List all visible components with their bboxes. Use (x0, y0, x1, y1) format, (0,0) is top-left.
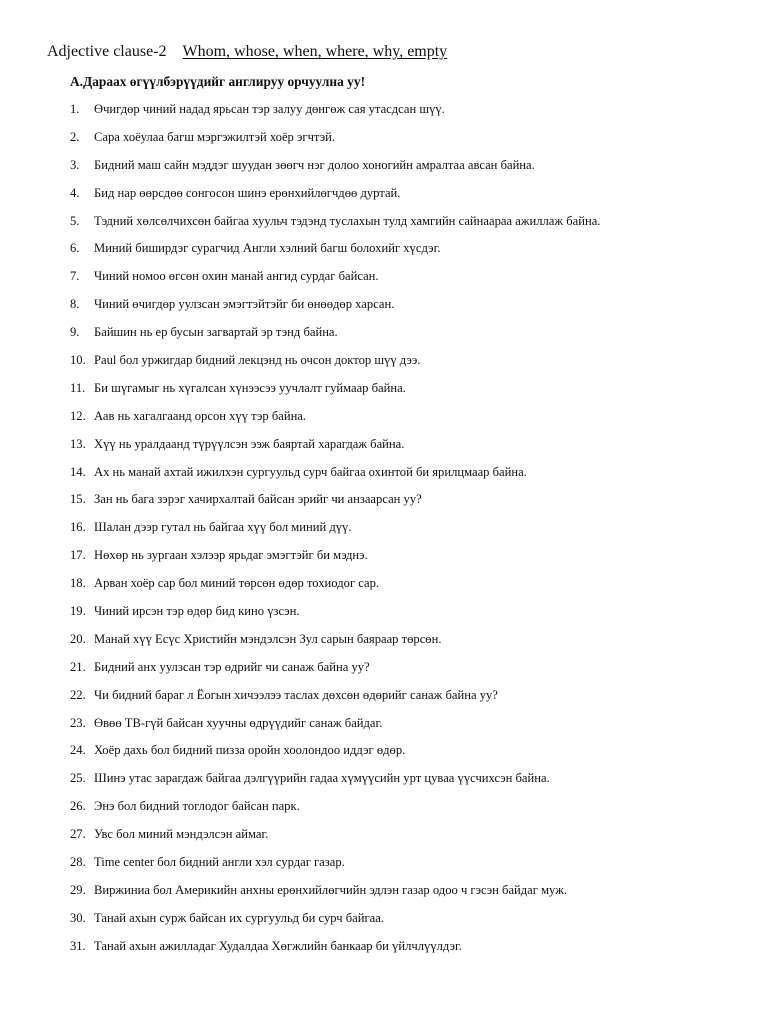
item-number: 10. (70, 353, 86, 368)
item-sentence: Өчигдөр чиний надад ярьсан тэр залуу дөнгөж сая утасдсан шүү. (94, 102, 445, 116)
list-item (0, 827, 768, 855)
list-item (0, 409, 768, 437)
document-title: Adjective clause-2 (47, 43, 167, 60)
item-number: 5. (70, 213, 80, 228)
item-sentence: Танай ахын сурж байсан их сургуульд би сурч байгаа. (94, 910, 384, 925)
list-item (0, 353, 768, 381)
item-number: 17. (70, 548, 86, 563)
item-number: 25. (70, 771, 86, 786)
item-number: 8. (70, 297, 80, 312)
item-number: 22. (70, 687, 86, 702)
list-item (0, 799, 768, 827)
list-item (0, 632, 768, 660)
item-sentence: Ах нь манай ахтай ижилхэн сургуульд сурч байгаа охинтой би ярилцмаар байна. (94, 464, 527, 479)
item-number: 31. (70, 938, 86, 953)
item-sentence: Би шүгамыг нь хүгалсан хүнээсээ уучлалт гуймаар байна. (94, 380, 406, 395)
item-number: 7. (70, 269, 80, 284)
list-item (0, 883, 768, 911)
item-number: 16. (70, 520, 86, 535)
item-number: 4. (70, 185, 80, 200)
item-sentence: Танай ахын ажилладаг Худалдаа Хөгжлийн банкаар би үйлчлүүлдэг. (94, 938, 462, 953)
item-number: 18. (70, 576, 86, 591)
list-item (0, 716, 768, 744)
item-sentence: Чиний ирсэн тэр өдөр бид кино үзсэн. (94, 604, 300, 619)
item-sentence: Виржиниа бол Америкийн анхны ерөнхийлөгчийн эдлэн газар одоо ч гэсэн байдаг муж. (94, 882, 568, 897)
list-item (0, 186, 768, 214)
item-sentence: Аав нь хагалгаанд орсон хүү тэр байна. (94, 408, 307, 423)
list-item (0, 102, 768, 130)
item-sentence: Манай хүү Есүс Христийн мэндэлсэн Зул сарын баяраар төрсөн. (94, 631, 442, 646)
item-number: 19. (70, 604, 86, 619)
item-number: 21. (70, 659, 86, 674)
list-item (0, 325, 768, 353)
list-item (0, 130, 768, 158)
item-sentence: Увс бол миний мэндэлсэн аймаг. (94, 827, 269, 842)
item-sentence: Өвөө ТВ-гүй байсан хуучны өдрүүдийг санаж байдаг. (94, 715, 383, 730)
item-sentence: Чи бидний бараг л Ёогын хичээлээ таслах дөхсөн өдөрийг санаж байна уу? (94, 687, 498, 702)
list-item (0, 158, 768, 186)
item-sentence: Сара хоёулаа багш мэргэжилтэй хоёр эгчтэй. (94, 129, 336, 144)
item-sentence: Шалан дээр гутал нь байгаа хүү бол миний дүү. (94, 520, 352, 535)
item-number: 28. (70, 855, 86, 870)
item-number: 29. (70, 882, 86, 897)
item-number: 3. (70, 157, 80, 172)
item-sentence: Хүү нь уралдаанд түрүүлсэн ээж баяртай харагдаж байна. (94, 436, 405, 451)
item-number: 30. (70, 910, 86, 925)
list-item (0, 269, 768, 297)
list-item (0, 437, 768, 465)
item-sentence: Чиний номоо өгсөн охин манай ангид сурдаг байсан. (94, 269, 379, 284)
item-sentence: Бид нар өөрсдөө сонгосон шинэ ерөнхийлөгчдөө дуртай. (94, 185, 401, 200)
list-item (0, 576, 768, 604)
sentence-list (0, 102, 768, 967)
item-number: 6. (70, 241, 80, 256)
item-number: 24. (70, 743, 86, 758)
document-header (47, 43, 447, 61)
item-sentence: Бидний анх уулзсан тэр өдрийг чи санаж байна уу? (94, 659, 370, 674)
item-sentence: Бидний маш сайн мэддэг шуудан зөөгч нэг долоо хоногийн амралтаа авсан байна. (94, 157, 535, 172)
list-item (0, 520, 768, 548)
item-number: 2. (70, 129, 80, 144)
list-item (0, 465, 768, 493)
list-item (0, 548, 768, 576)
item-number: 14. (70, 464, 86, 479)
list-item (0, 214, 768, 242)
item-number: 12. (70, 408, 86, 423)
item-sentence: Тэдний хөлсөлчихсөн байгаа хуульч тэдэнд туслахын тулд хамгийн сайнаараа ажиллаж байна. (94, 213, 601, 228)
list-item (0, 911, 768, 939)
item-number: 9. (70, 325, 80, 340)
item-sentence: Чиний өчигдөр уулзсан эмэгтэйтэйг би өнөөдөр харсан. (94, 297, 395, 312)
list-item (0, 660, 768, 688)
item-sentence: Арван хоёр сар бол миний төрсөн өдөр тохиодог сар. (94, 576, 380, 591)
item-number: 15. (70, 492, 86, 507)
item-number: 23. (70, 715, 86, 730)
item-number: 11. (70, 380, 86, 395)
item-number: 27. (70, 827, 86, 842)
item-number: 13. (70, 436, 86, 451)
list-item (0, 241, 768, 269)
item-sentence: Хоёр дахь бол бидний пизза оройн хоолондоо иддэг өдөр. (94, 743, 406, 758)
item-sentence: Paul бол уржигдар бидний лекцэнд нь очсон доктор шүү дээ. (94, 353, 421, 368)
item-sentence: Time center бол бидний англи хэл сурдаг газар. (94, 855, 345, 870)
item-sentence: Энэ бол бидний тоглодог байсан парк. (94, 799, 300, 814)
item-sentence: Байшин нь ер бусын загвартай эр тэнд байна. (94, 325, 338, 340)
list-item (0, 688, 768, 716)
list-item (0, 381, 768, 409)
item-number: 26. (70, 799, 86, 814)
list-item (0, 771, 768, 799)
list-item (0, 855, 768, 883)
list-item (0, 604, 768, 632)
list-item (0, 297, 768, 325)
item-number: 1. (70, 102, 80, 116)
item-sentence: Нөхөр нь зургаан хэлээр ярьдаг эмэгтэйг би мэднэ. (94, 548, 368, 563)
item-sentence: Шинэ утас зарагдаж байгаа дэлгүүрийн гадаа хүмүүсийн урт цуваа үүсчихсэн байна. (94, 771, 550, 786)
document-subtitle: Whom, whose, when, where, why, empty (182, 43, 448, 60)
item-sentence: Зан нь бага зэрэг хачирхалтай байсан эрийг чи анзаарсан уу? (94, 492, 422, 507)
exercise-instruction: А.Дараах өгүүлбэрүүдийг англируу орчуулна уу! (70, 74, 366, 89)
item-number: 20. (70, 631, 86, 646)
list-item (0, 939, 768, 967)
list-item (0, 492, 768, 520)
item-sentence: Миний биширдэг сурагчид Англи хэлний багш болохийг хүсдэг. (94, 241, 441, 256)
list-item (0, 743, 768, 771)
